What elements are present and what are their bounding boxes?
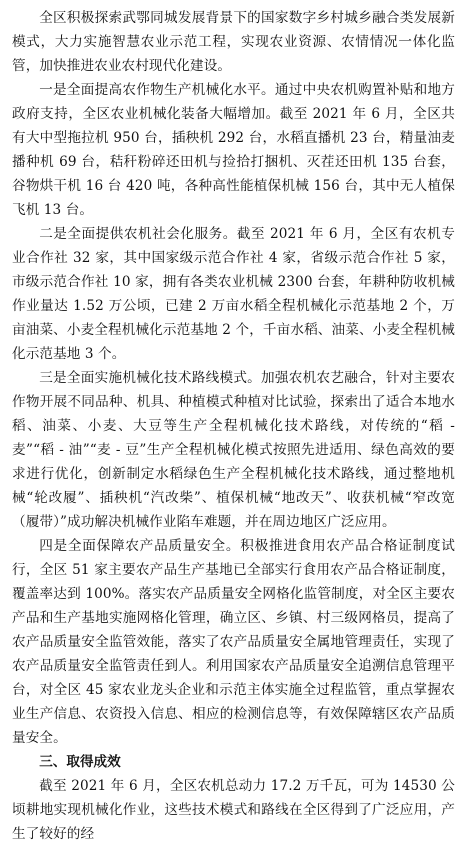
section-heading: 三、取得成效 bbox=[39, 754, 121, 770]
paragraph-quality-safety: 四是全面保障农产品质量安全。积极推进食用农产品合格证制度试行，全区 51 家主要农产品生产基地已全部实行食用农产品合格证制度，覆盖率达到 100%。落实农产品质量安全网格化监管制度，对全区主要农产品和生产基地实施网格化管理，确立区、乡镇、村三级网格员，提高了农产品质量安全监管效能，落实了农产品质量安全属地管理责任，实现了农产品质量安全监管责任到人。利用国家农产品质量安全追溯信息管理平台，对全区 45 家农业龙头企业和示范主体实施全过程监管，重点掌握农业生产信息、农资投入信息、相应的检测信息等，有效保障辖区农产品质量安全。 bbox=[12, 538, 455, 746]
paragraph-results: 截至 2021 年 6 月，全区农机总动力 17.2 万千瓦，可为 14530 公顷耕地实现机械化作业，这些技术模式和路线在全区得到了广泛应用，产生了较好的经 bbox=[12, 778, 455, 842]
paragraph-intro: 全区积极探索武鄂同城发展背景下的国家数字乡村城乡融合类发展新模式，大力实施智慧农业示范工程，实现农业资源、农情情况一体化监管，加快推进农业农村现代化建设。 bbox=[12, 10, 455, 74]
paragraph-social-services: 二是全面提供农机社会化服务。截至 2021 年 6 月，全区有农机专业合作社 32 家，其中国家级示范合作社 4 家，省级示范合作社 5 家，市级示范合作社 10 家，拥有各类农业机械 2300 台套，年耕种防收机械作业量达 1.52 万公顷，已建 2 万亩水稻全程机械化示范基地 2 个，万亩油菜、小麦全程机械化示范基地 2 个，千亩水稻、油菜、小麦全程机械化示范基地 3 个。 bbox=[12, 226, 455, 362]
paragraph-technical-route: 三是全面实施机械化技术路线模式。加强农机农艺融合，针对主要农作物开展不同品种、机具、种植模式种植对比试验，探索出了适合本地水稻、油菜、小麦、大豆等生产全程机械化技术路线，对传统的“稻 - 麦”“稻 - 油”“麦 - 豆”生产全程机械化模式按照先进适用、绿色高效的要求进行优化，创新制定水稻绿色生产全程机械化技术路线，通过整地机械“轮改履”、插秧机“汽改柴”、植保机械“地改天”、收获机械“窄改宽（履带）”成功解决机械作业陷车难题，并在周边地区广泛应用。 bbox=[12, 370, 455, 530]
paragraph-mechanization-level: 一是全面提高农作物生产机械化水平。通过中央农机购置补贴和地方政府支持，全区农业机械化装备大幅增加。截至 2021 年 6 月，全区共有大中型拖拉机 950 台，插秧机 292 台，水稻直播机 23 台，精量油麦播种机 69 台，秸秆粉碎还田机与捡拾打捆机、灭茬还田机 135 台套，谷物烘干机 16 台 420 吨，各种高性能植保机械 156 台，其中无人植保飞机 13 台。 bbox=[12, 82, 455, 218]
